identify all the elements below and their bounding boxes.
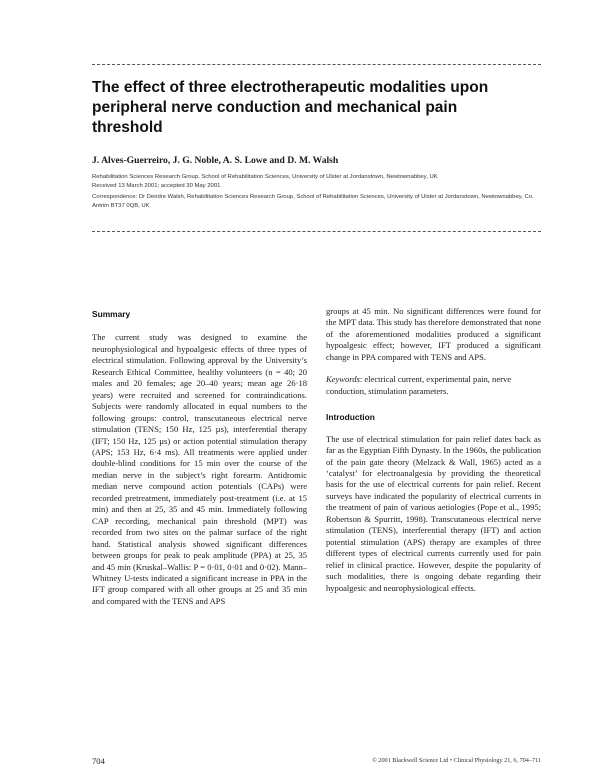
received-date: Received 13 March 2001; accepted 30 May 2001 bbox=[92, 183, 221, 189]
left-column bbox=[92, 309, 307, 607]
journal-footer: © 2001 Blackwell Science Ltd • Clinical Physiology 21, 6, 704–711 bbox=[372, 757, 541, 764]
introduction-heading: Introduction bbox=[326, 412, 375, 423]
keywords-text: : electrical current, experimental pain, nerve conduction, stimulation parameters. bbox=[326, 374, 512, 396]
summary-continuation: groups at 45 min. No significant differences were found for the MPT data. This study has therefore demonstrated that none of the aforementioned modalities produced a significant hypoalgesic effect; however, IFT produced a significant change in PPA compared with TENS and APS. bbox=[326, 306, 541, 362]
summary-heading: Summary bbox=[92, 309, 131, 319]
top-rule bbox=[92, 64, 541, 65]
correspondence: Correspondence: Dr Deirdre Walsh, Rehabilitation Sciences Research Group, School of Rehabilitation Sciences, University of Ulster at Jordanstown, Newtownabbey, Co. Antrim BT37 0QB, UK bbox=[92, 194, 534, 209]
introduction-text: The use of electrical stimulation for pain relief dates back as far as the Egyptian Fifth Dynasty. In the 1960s, the publication of the pain gate theory (Melzack & Wall, 1965) acted as a ‘catalyst’ for electroanalgesia by providing the theoretical basis for the use of electrical currents for pain relief. Recent surveys have indicated the popularity of electrical currents in the treatment of pain of various aetiologies (Pope et al., 1995; Robertson & Spurritt, 1998). Transcutaneous electrical nerve stimulation (TENS), interferential therapy (IFT) and action potential stimulation (APS) therapy are examples of three different types of electrical currents currently used for pain relief in clinical practice. However, despite the popularity of such modalities, there is ongoing debate regarding their hypoalgesic and neurophysiological effects. bbox=[326, 433, 541, 593]
affiliation: Rehabilitation Sciences Research Group, School of Rehabilitation Sciences, University of Ulster at Jordanstown, Newtownabbey, UK bbox=[92, 174, 438, 180]
keywords-label: Keywords bbox=[326, 374, 360, 385]
author-list: J. Alves-Guerreiro, J. G. Noble, A. S. Lowe and D. M. Walsh bbox=[92, 155, 339, 166]
page-number: 704 bbox=[92, 756, 105, 766]
header-bottom-rule bbox=[92, 231, 541, 232]
right-column bbox=[326, 306, 541, 594]
keywords-line bbox=[326, 374, 541, 397]
article-title: The effect of three electrotherapeutic modalities upon peripheral nerve conduction and mechanical pain threshold bbox=[92, 79, 489, 136]
summary-text: The current study was designed to examine the neurophysiological and hypoalgesic effects of three types of electrical stimulation. Following approval by the University’s Research Ethical Committee, healthy volunteers (n = 40; 20 males and 20 females; age 20–40 years; mean age 26·18 years) were recruited and screened for contraindications. Subjects were randomly allocated in equal numbers to the following groups: control, transcutaneous electrical nerve stimulation (TENS; 150 Hz, 125 µs), interferential therapy (IFT; 150 Hz, 125 µs) or action potential stimulation therapy (APS; 153 Hz, 6·4 ms). All treatments were applied under double-blind conditions for 15 min over the course of the median nerve in the subject’s right forearm. Antidromic median nerve compound action potentials (CAPs) were recorded pretreatment, immediately post-treatment (i.e. at 15 min) and then at 25, 35 and 45 min. Immediately following CAP recording, mechanical pain threshold (MPT) was recorded from two sites on the palmar surface of the right hand. Statistical analysis showed significant differences between groups for peak to peak amplitude (PPA) at 25, 35 and 45 min (Kruskal–Wallis: P = 0·01, 0·01 and 0·02). Mann–Whitney U-tests indicated a significant increase in PPA in the IFT group compared with all other groups at 25 and 35 min and compared with the TENS and APS bbox=[92, 332, 307, 606]
